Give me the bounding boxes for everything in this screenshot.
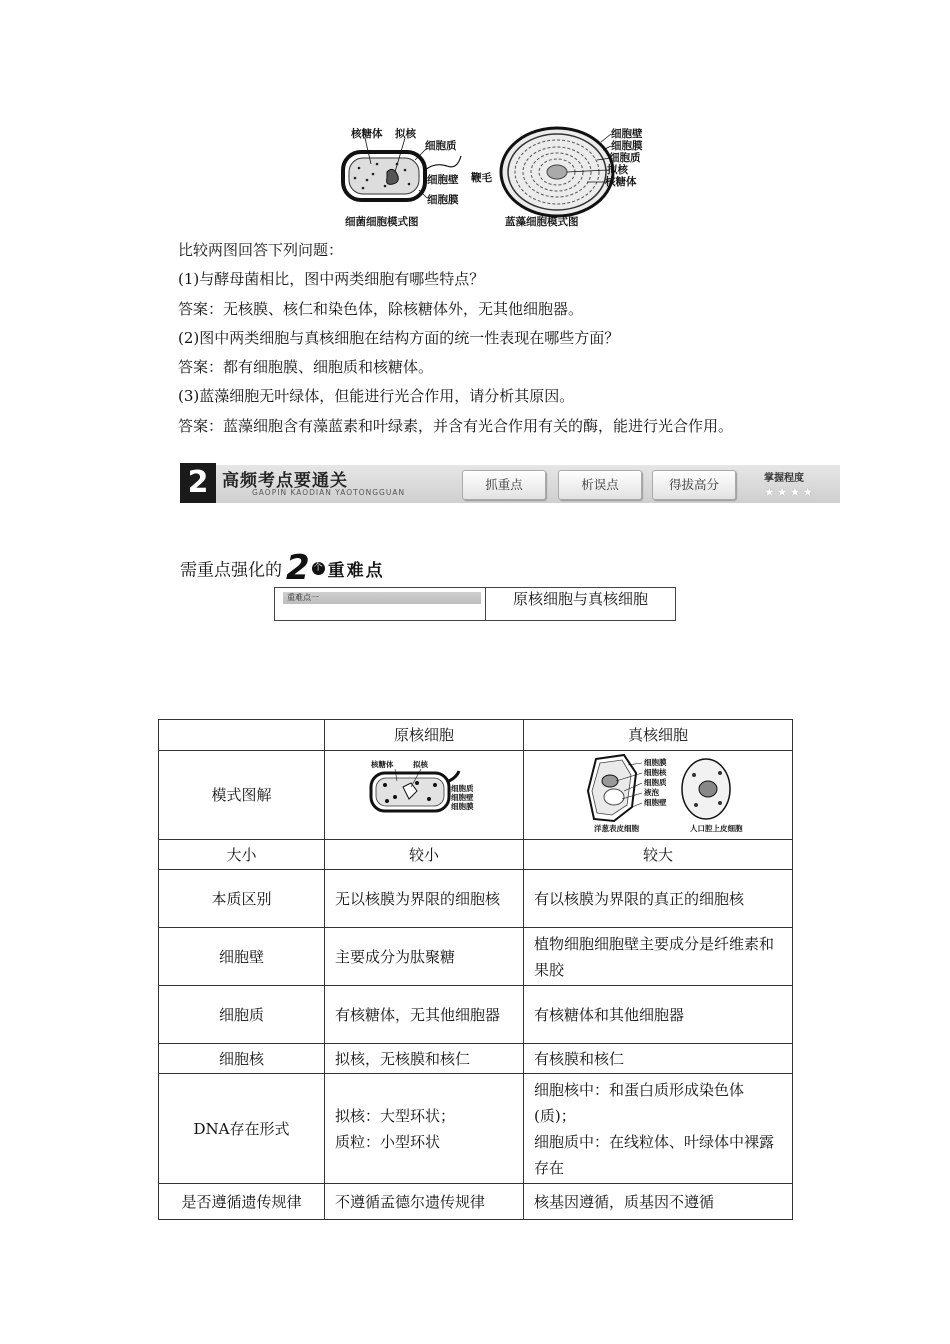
bacteria-caption: 细菌细胞模式图 bbox=[345, 216, 419, 228]
row-label-cytoplasm: 细胞质 bbox=[159, 986, 325, 1044]
answer-3: 答案：蓝藻细胞含有藻蓝素和叶绿素，并含有光合作用有关的酶，能进行光合作用。 bbox=[178, 416, 734, 435]
euk-dna-form bbox=[524, 1074, 793, 1184]
table-row bbox=[159, 870, 793, 928]
bacteria-label-ribosome: 核糖体 bbox=[351, 128, 383, 140]
prok-cell-wall: 主要成分为肽聚糖 bbox=[325, 928, 524, 986]
bacteria-label-nucleoid: 拟核 bbox=[395, 128, 416, 140]
bacteria-label-membrane: 细胞膜 bbox=[427, 194, 459, 206]
key-difficulties-heading bbox=[180, 548, 385, 588]
mini-label-vacuole: 液泡 bbox=[644, 788, 659, 797]
header-prokaryote: 原核细胞 bbox=[325, 720, 524, 751]
table-row bbox=[159, 1184, 793, 1220]
mini-label-membrane: 细胞膜 bbox=[451, 802, 474, 811]
cyano-label-cytoplasm: 细胞质 bbox=[609, 152, 641, 164]
prok-dna-form bbox=[325, 1074, 524, 1184]
table-row-diagram bbox=[159, 751, 793, 840]
heading-prefix: 需重点强化的 bbox=[180, 560, 282, 581]
banner-title: 高频考点要通关 bbox=[222, 471, 348, 491]
answer-2: 答案：都有细胞膜、细胞质和核糖体。 bbox=[178, 358, 434, 377]
qa-intro: 比较两图回答下列问题： bbox=[178, 241, 344, 259]
section-banner bbox=[180, 463, 840, 503]
mini-label-nucleoid: 拟核 bbox=[413, 760, 428, 769]
high-score-button[interactable]: 得拔高分 bbox=[652, 470, 736, 500]
heading-number: 2 bbox=[286, 548, 310, 588]
table-header-row bbox=[159, 720, 793, 751]
keypoint-tag-cell bbox=[275, 588, 486, 620]
cyano-caption: 蓝藻细胞模式图 bbox=[505, 216, 579, 228]
row-label-size: 大小 bbox=[159, 840, 325, 870]
euk-dna-line-2: 细胞质中：在线粒体、叶绿体中裸露存在 bbox=[534, 1132, 775, 1177]
mini-label-euk-nucleus: 细胞核 bbox=[644, 768, 667, 777]
euk-cytoplasm: 有核糖体和其他细胞器 bbox=[524, 986, 793, 1044]
table-row bbox=[159, 928, 793, 986]
heading-unit: 个 bbox=[313, 562, 323, 573]
keypoint-tag: 重难点一 bbox=[283, 592, 481, 604]
eukaryote-diagram-cell bbox=[524, 751, 793, 840]
row-label-diagram: 模式图解 bbox=[159, 751, 325, 840]
euk-heredity: 核基因遵循，质基因不遵循 bbox=[524, 1184, 793, 1220]
euk-dna-line-1: 细胞核中：和蛋白质形成染色体(质)； bbox=[534, 1080, 745, 1125]
mastery-label: 掌握程度 bbox=[764, 473, 804, 484]
keypoint-box bbox=[274, 587, 676, 621]
cheek-cell-caption: 人口腔上皮细胞 bbox=[690, 824, 743, 833]
comparison-table bbox=[158, 719, 793, 1220]
cyanobacteria-diagram bbox=[501, 128, 613, 216]
prokaryote-diagram-cell bbox=[325, 751, 524, 840]
mini-label-euk-cell-wall: 细胞壁 bbox=[644, 798, 667, 807]
bacteria-label-flagellum: 鞭毛 bbox=[471, 172, 492, 184]
table-row bbox=[159, 1074, 793, 1184]
euk-essential-difference: 有以核膜为界限的真正的细胞核 bbox=[524, 870, 793, 928]
row-label-nucleus: 细胞核 bbox=[159, 1044, 325, 1074]
row-label-cell-wall: 细胞壁 bbox=[159, 928, 325, 986]
prok-cytoplasm: 有核糖体，无其他细胞器 bbox=[325, 986, 524, 1044]
mini-label-cell-wall: 细胞壁 bbox=[451, 793, 474, 802]
prok-nucleus: 拟核，无核膜和核仁 bbox=[325, 1044, 524, 1074]
mini-label-euk-membrane: 细胞膜 bbox=[644, 758, 667, 767]
prok-size: 较小 bbox=[325, 840, 524, 870]
cyano-label-cell-wall: 细胞壁 bbox=[611, 128, 643, 140]
answer-1: 答案：无核膜、核仁和染色体，除核糖体外，无其他细胞器。 bbox=[178, 299, 584, 318]
prok-dna-line-1: 拟核：大型环状； bbox=[335, 1106, 456, 1125]
row-label-essential-difference: 本质区别 bbox=[159, 870, 325, 928]
cyano-label-ribosome: 核糖体 bbox=[605, 176, 637, 188]
cyano-label-membrane: 细胞膜 bbox=[611, 140, 643, 152]
qa-section bbox=[178, 236, 878, 441]
prok-heredity: 不遵循孟德尔遗传规律 bbox=[325, 1184, 524, 1220]
mini-label-euk-cytoplasm: 细胞质 bbox=[644, 778, 667, 787]
banner-subtitle: GAOPIN KAODIAN YAOTONGGUAN bbox=[252, 488, 406, 497]
mini-label-ribosome: 核糖体 bbox=[371, 760, 394, 769]
cell-model-figure bbox=[335, 120, 655, 232]
header-eukaryote: 真核细胞 bbox=[524, 720, 793, 751]
header-empty bbox=[159, 720, 325, 751]
euk-size: 较大 bbox=[524, 840, 793, 870]
prok-dna-line-2: 质粒：小型环状 bbox=[335, 1132, 441, 1151]
prokaryote-mini-diagram bbox=[325, 751, 524, 839]
bacteria-label-cytoplasm: 细胞质 bbox=[425, 140, 457, 152]
euk-nucleus: 有核膜和核仁 bbox=[524, 1044, 793, 1074]
mastery-stars: ★★★★ bbox=[764, 485, 816, 499]
onion-cell-caption: 洋葱表皮细胞 bbox=[594, 824, 639, 833]
row-label-heredity: 是否遵循遗传规律 bbox=[159, 1184, 325, 1220]
row-label-dna-form: DNA存在形式 bbox=[159, 1074, 325, 1184]
question-1: (1)与酵母菌相比，图中两类细胞有哪些特点？ bbox=[178, 270, 485, 289]
prok-essential-difference: 无以核膜为界限的细胞核 bbox=[325, 870, 524, 928]
table-row bbox=[159, 840, 793, 870]
section-number: 2 bbox=[180, 463, 216, 503]
question-2: (2)图中两类细胞与真核细胞在结构方面的统一性表现在哪些方面？ bbox=[178, 328, 620, 347]
eukaryote-mini-diagram bbox=[524, 751, 793, 839]
mini-label-cytoplasm: 细胞质 bbox=[451, 784, 474, 793]
heading-suffix: 重难点 bbox=[327, 560, 385, 581]
euk-cell-wall: 植物细胞细胞壁主要成分是纤维素和果胶 bbox=[524, 928, 793, 986]
error-points-button[interactable]: 析误点 bbox=[558, 470, 642, 500]
key-points-button[interactable]: 抓重点 bbox=[462, 470, 546, 500]
cyano-label-nucleoid: 拟核 bbox=[607, 164, 628, 176]
table-row bbox=[159, 986, 793, 1044]
bacteria-label-cell-wall: 细胞壁 bbox=[427, 174, 459, 186]
question-3: (3)蓝藻细胞无叶绿体，但能进行光合作用，请分析其原因。 bbox=[178, 387, 575, 406]
keypoint-title: 原核细胞与真核细胞 bbox=[512, 590, 648, 608]
table-row bbox=[159, 1044, 793, 1074]
